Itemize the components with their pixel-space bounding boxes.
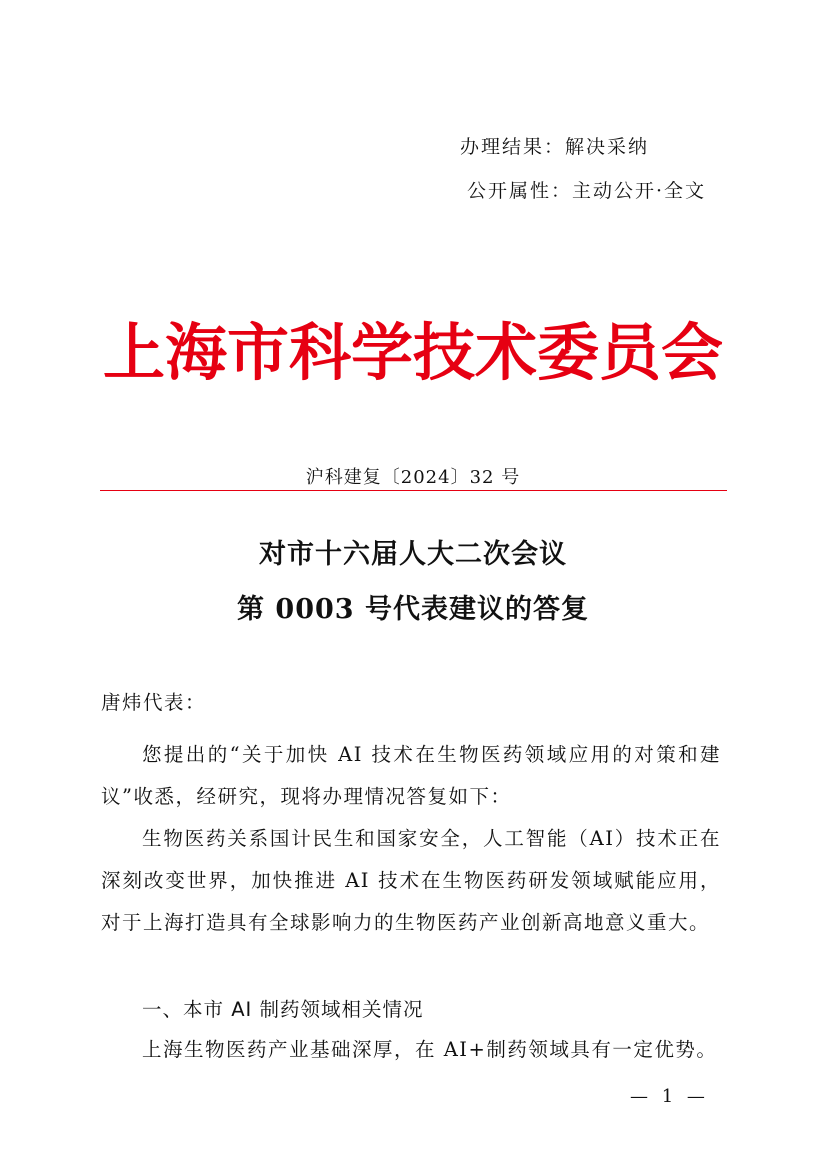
document-number: 沪科建复〔2024〕32 号 bbox=[305, 467, 521, 488]
paragraph-2: 生物医药关系国计民生和国家安全，人工智能（AI）技术正在深刻改变世界，加快推进 AI 技术在生物医药研发领域赋能应用，对于上海打造具有全球影响力的生物医药产业创新高地意义重大。 bbox=[101, 827, 721, 934]
paragraph-1: 您提出的“关于加快 AI 技术在生物医药领域应用的对策和建议”收悉，经研究，现将办理情况答复如下： bbox=[101, 743, 721, 808]
issuing-organization-title: 上海市科学技术委员会 bbox=[102, 316, 723, 389]
red-divider-line bbox=[100, 490, 727, 491]
disclosure-attribute: 公开属性：主动公开·全文 bbox=[467, 180, 707, 202]
section-heading-1: 一、本市 AI 制药领域相关情况 bbox=[142, 998, 424, 1021]
paragraph-3: 上海生物医药产业基础深厚，在 AI+制药领域具有一定优势。 bbox=[142, 1038, 718, 1061]
page-number: — 1 — bbox=[630, 1086, 709, 1107]
document-title-line-2: 第 0003 号代表建议的答复 bbox=[237, 594, 589, 625]
document-title-line-1: 对市十六届人大二次会议 bbox=[259, 539, 567, 570]
salutation: 唐炜代表： bbox=[101, 691, 207, 714]
handling-result: 办理结果：解决采纳 bbox=[460, 136, 650, 158]
